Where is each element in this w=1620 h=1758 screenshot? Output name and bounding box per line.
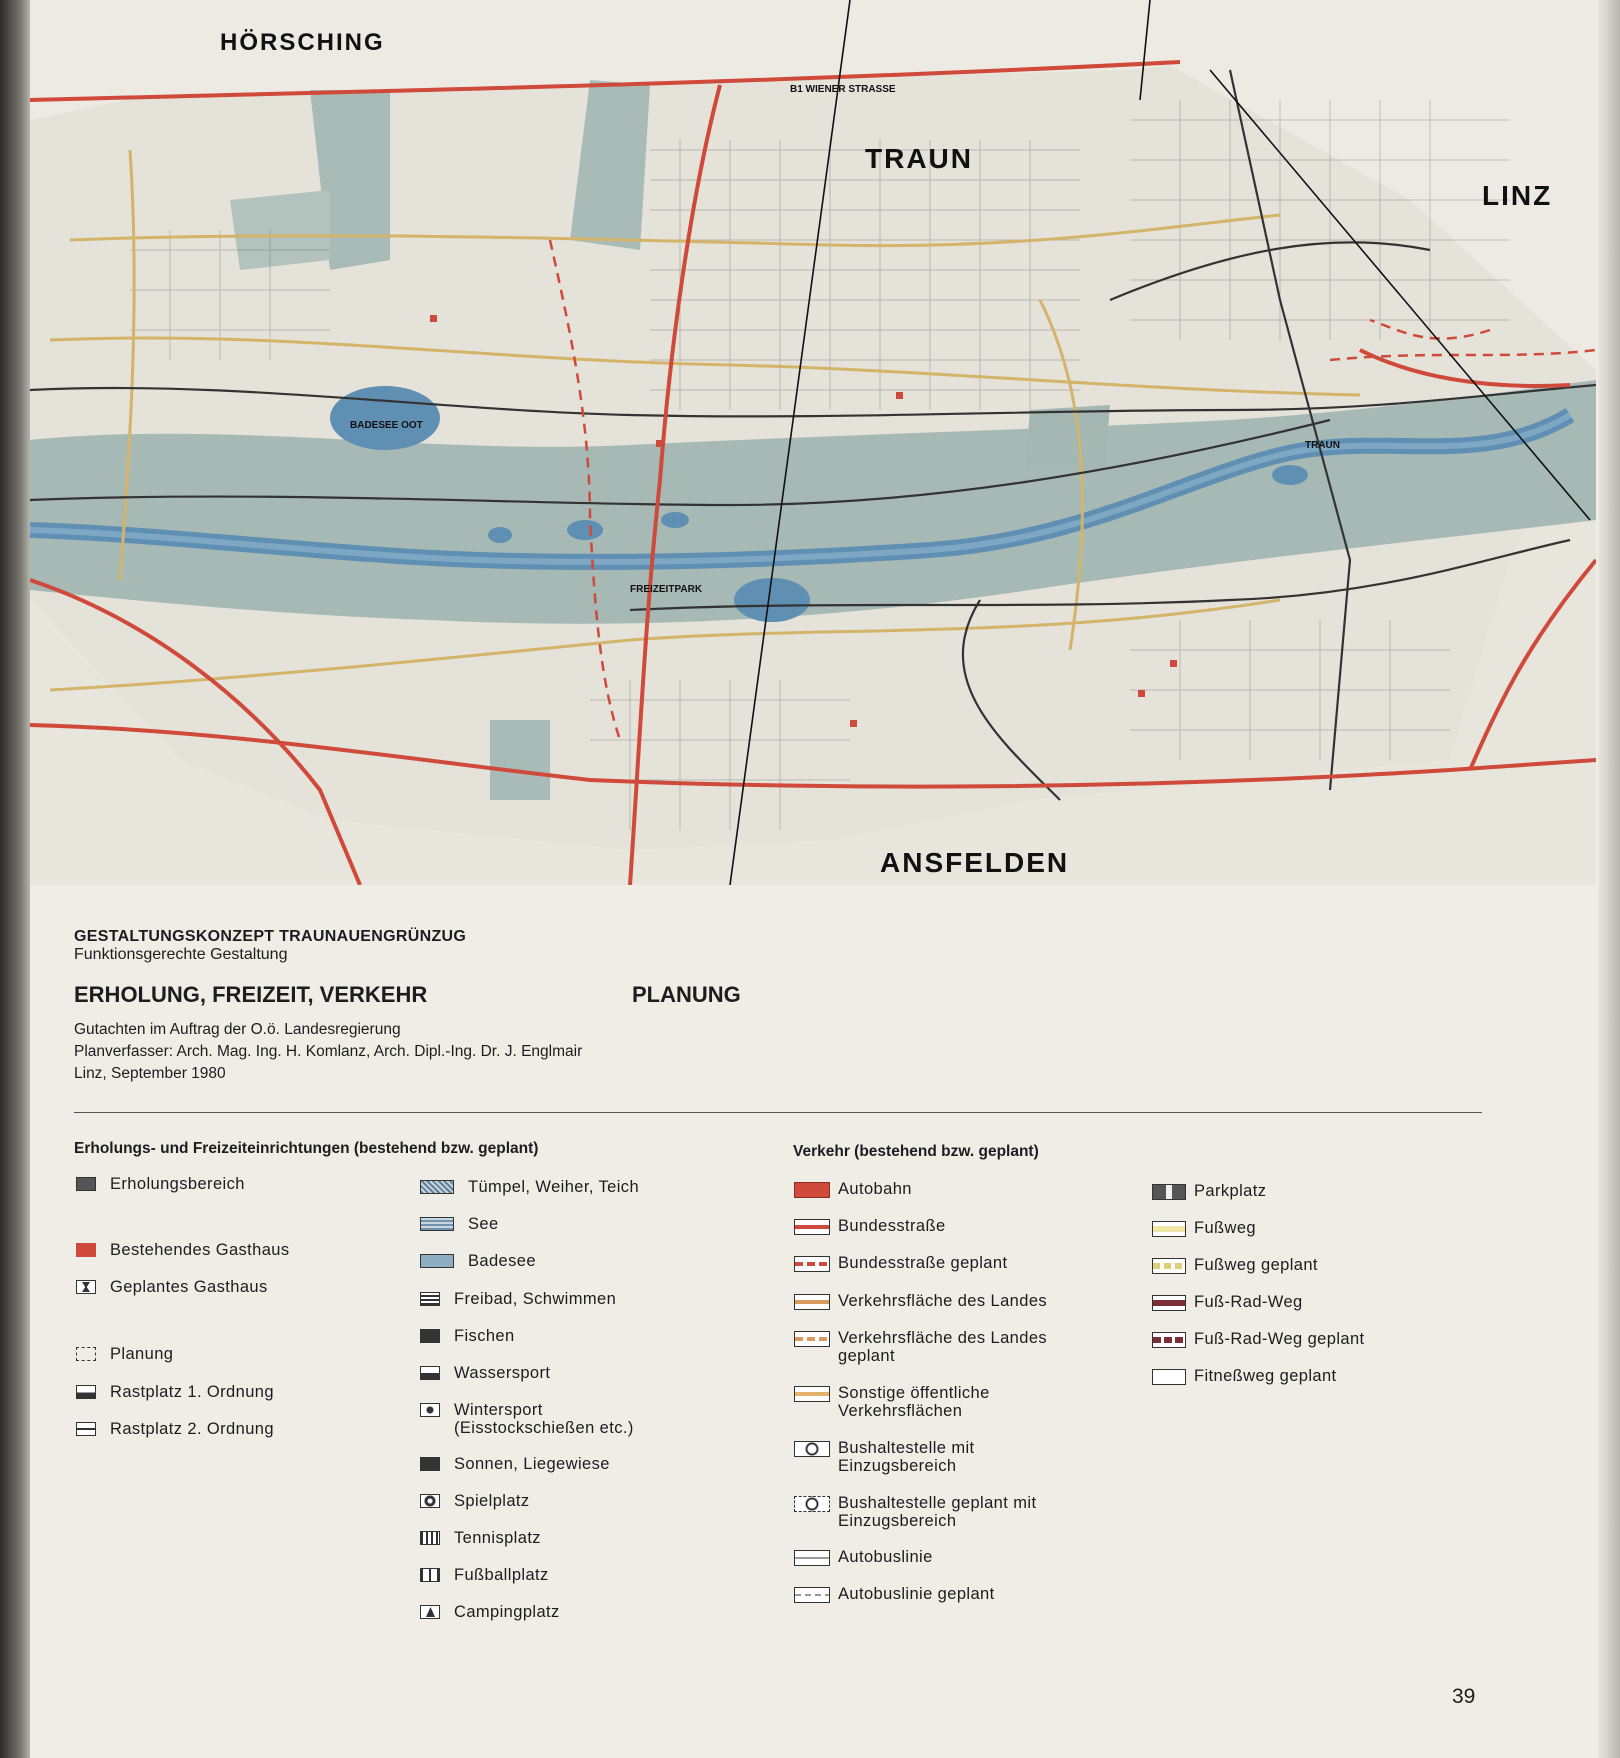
legend-item bbox=[794, 1384, 990, 1420]
legend-label: Geplantes Gasthaus bbox=[110, 1278, 268, 1296]
freibad-icon bbox=[420, 1292, 440, 1306]
legend-label: Parkplatz bbox=[1194, 1182, 1267, 1200]
legend-label: Verkehrsfläche des Landes geplant bbox=[838, 1329, 1048, 1365]
legend-label: Fuß-Rad-Weg bbox=[1194, 1293, 1303, 1311]
legend-label: Spielplatz bbox=[454, 1492, 530, 1510]
legend-item bbox=[76, 1383, 274, 1401]
legend-label: Bushaltestelle mit Einzugsbereich bbox=[838, 1439, 975, 1475]
gasthaus-planned-icon bbox=[76, 1280, 96, 1294]
bus-line-planned-swatch bbox=[794, 1587, 830, 1603]
legend-item bbox=[794, 1254, 1007, 1272]
landesstrasse-swatch bbox=[794, 1294, 830, 1310]
camping-tent-icon bbox=[420, 1605, 440, 1619]
legend-item bbox=[794, 1217, 946, 1235]
footpath-planned-swatch bbox=[1152, 1258, 1186, 1274]
legend-label: Sonstige öffentliche Verkehrsflächen bbox=[838, 1384, 990, 1420]
legend-item bbox=[1152, 1293, 1303, 1311]
legend-label: Sonnen, Liegewiese bbox=[454, 1455, 610, 1473]
legend-item bbox=[794, 1548, 933, 1566]
pond bbox=[1272, 465, 1308, 485]
legend-label: Autobuslinie bbox=[838, 1548, 933, 1566]
legend-item bbox=[76, 1420, 274, 1438]
playground-icon bbox=[420, 1494, 440, 1508]
legend-label: Tümpel, Weiher, Teich bbox=[468, 1178, 640, 1196]
tuempel-swatch bbox=[420, 1180, 454, 1194]
legend-item bbox=[420, 1252, 536, 1270]
legend-label: Fuß-Rad-Weg geplant bbox=[1194, 1330, 1365, 1348]
pond bbox=[567, 520, 603, 540]
freizeitpark-lake bbox=[734, 578, 810, 622]
legend-label: Fischen bbox=[454, 1327, 515, 1345]
bus-stop-planned-icon bbox=[794, 1496, 830, 1512]
badesee-lake bbox=[330, 386, 440, 450]
legend-item bbox=[794, 1180, 912, 1198]
legend-item bbox=[76, 1241, 290, 1259]
legend-item bbox=[420, 1327, 515, 1345]
legend-item bbox=[794, 1585, 995, 1603]
green-patch bbox=[230, 190, 330, 270]
legend-label: Bundesstraße geplant bbox=[838, 1254, 1008, 1272]
legend-item bbox=[76, 1175, 245, 1193]
legend-section-traffic: Verkehr (bestehend bzw. geplant) bbox=[793, 1143, 1039, 1160]
legend-label: Tennisplatz bbox=[454, 1529, 541, 1547]
rastplatz-2-icon bbox=[76, 1422, 96, 1436]
erholungsbereich-swatch bbox=[76, 1177, 96, 1191]
legend-label: Freibad, Schwimmen bbox=[454, 1290, 617, 1308]
fitness-path-planned-swatch bbox=[1152, 1369, 1186, 1385]
map-label-badesee: BADESEE OOT bbox=[350, 420, 423, 431]
legend-label: Bestehendes Gasthaus bbox=[110, 1241, 290, 1259]
fish-icon bbox=[420, 1329, 440, 1343]
football-icon bbox=[420, 1568, 440, 1582]
planung-icon bbox=[76, 1347, 96, 1361]
legend-label: Bundesstraße bbox=[838, 1217, 946, 1235]
legend-label: Verkehrsfläche des Landes bbox=[838, 1292, 1048, 1310]
caption-planung: PLANUNG bbox=[632, 982, 741, 1007]
legend-item bbox=[420, 1529, 541, 1547]
legend-label: Rastplatz 1. Ordnung bbox=[110, 1383, 274, 1401]
map-svg bbox=[30, 0, 1596, 885]
divider-rule bbox=[74, 1112, 1482, 1113]
legend-item bbox=[1152, 1256, 1318, 1274]
legend-item bbox=[1152, 1219, 1256, 1237]
book-spine-shadow bbox=[0, 0, 34, 1758]
caption-authors: Planverfasser: Arch. Mag. Ing. H. Komlanz, Arch. Dipl.-Ing. Dr. J. Englmair bbox=[74, 1043, 583, 1060]
legend-item bbox=[794, 1292, 1047, 1310]
map-label-wiener-strasse: B1 WIENER STRASSE bbox=[790, 84, 896, 95]
legend-label: Fitneßweg geplant bbox=[1194, 1367, 1337, 1385]
rastplatz-1-icon bbox=[76, 1385, 96, 1399]
autobahn-swatch bbox=[794, 1182, 830, 1198]
legend-section-recreation: Erholungs- und Freizeiteinrichtungen (bestehend bzw. geplant) bbox=[74, 1140, 539, 1157]
legend-item bbox=[794, 1329, 1047, 1365]
legend-item bbox=[420, 1492, 530, 1510]
legend-label: Fußballplatz bbox=[454, 1566, 549, 1584]
map-label-freizeitpark: FREIZEITPARK bbox=[630, 584, 703, 595]
legend-item bbox=[420, 1455, 610, 1473]
legend-label: Fußweg bbox=[1194, 1219, 1257, 1237]
page-edge bbox=[1598, 0, 1620, 1758]
legend-label: Campingplatz bbox=[454, 1603, 560, 1621]
legend-item bbox=[1152, 1330, 1365, 1348]
legend-label: Wintersport (Eisstockschießen etc.) bbox=[454, 1401, 634, 1437]
legend-item bbox=[420, 1290, 616, 1308]
wintersport-icon bbox=[420, 1403, 440, 1417]
legend-label: See bbox=[468, 1215, 499, 1233]
map-label-linz: LINZ bbox=[1482, 180, 1553, 211]
legend-label: Badesee bbox=[468, 1252, 536, 1270]
legend-item bbox=[420, 1178, 639, 1196]
pond bbox=[488, 527, 512, 543]
caption-date: Linz, September 1980 bbox=[74, 1065, 226, 1082]
map-label-ansfelden: ANSFELDEN bbox=[880, 847, 1070, 878]
sailboat-icon bbox=[420, 1366, 440, 1380]
map-label-traun: TRAUN bbox=[865, 143, 973, 174]
bike-path-planned-swatch bbox=[1152, 1332, 1186, 1348]
legend-item bbox=[420, 1566, 549, 1584]
map-label-horsching: HÖRSCHING bbox=[220, 29, 385, 56]
bundesstrasse-swatch bbox=[794, 1219, 830, 1235]
legend-label: Fußweg geplant bbox=[1194, 1256, 1318, 1274]
legend-label: Bushaltestelle geplant mit Einzugsbereich bbox=[838, 1494, 1037, 1530]
bundesstrasse-planned-swatch bbox=[794, 1256, 830, 1272]
legend-item bbox=[420, 1364, 550, 1382]
legend-item bbox=[1152, 1182, 1266, 1200]
landesstrasse-planned-swatch bbox=[794, 1331, 830, 1347]
legend-item bbox=[420, 1603, 560, 1621]
legend-item bbox=[794, 1439, 975, 1475]
legend-label: Autobuslinie geplant bbox=[838, 1585, 995, 1603]
tennis-icon bbox=[420, 1531, 440, 1545]
caption-heading: ERHOLUNG, FREIZEIT, VERKEHR bbox=[74, 982, 428, 1007]
sun-icon bbox=[420, 1457, 440, 1471]
caption-subtitle: Funktionsgerechte Gestaltung bbox=[74, 946, 288, 963]
legend-label: Rastplatz 2. Ordnung bbox=[110, 1420, 274, 1438]
planning-map bbox=[30, 0, 1596, 885]
legend-label: Planung bbox=[110, 1345, 174, 1363]
caption-title: GESTALTUNGSKONZEPT TRAUNAUENGRÜNZUG bbox=[74, 928, 467, 945]
caption-commission: Gutachten im Auftrag der O.ö. Landesregierung bbox=[74, 1021, 401, 1038]
legend-label: Autobahn bbox=[838, 1180, 912, 1198]
legend-item bbox=[794, 1494, 1036, 1530]
badesee-swatch bbox=[420, 1254, 454, 1268]
pond bbox=[661, 512, 689, 528]
legend-item bbox=[76, 1278, 268, 1296]
parking-icon bbox=[1152, 1184, 1186, 1200]
oeffentliche-verkehrsflaeche-swatch bbox=[794, 1386, 830, 1402]
legend-item bbox=[1152, 1367, 1337, 1385]
legend-label: Wassersport bbox=[454, 1364, 551, 1382]
green-patch bbox=[490, 720, 550, 800]
page-number: 39 bbox=[1452, 1685, 1476, 1708]
map-label-traun-river: TRAUN bbox=[1305, 440, 1340, 451]
bus-stop-icon bbox=[794, 1441, 830, 1457]
gasthaus-existing-swatch bbox=[76, 1243, 96, 1257]
legend-item bbox=[420, 1215, 499, 1233]
legend-item bbox=[420, 1401, 634, 1437]
legend-label: Erholungsbereich bbox=[110, 1175, 245, 1193]
bus-line-swatch bbox=[794, 1550, 830, 1566]
footpath-swatch bbox=[1152, 1221, 1186, 1237]
green-patch bbox=[1025, 405, 1110, 470]
bike-path-swatch bbox=[1152, 1295, 1186, 1311]
legend-item bbox=[76, 1345, 173, 1363]
see-swatch bbox=[420, 1217, 454, 1231]
